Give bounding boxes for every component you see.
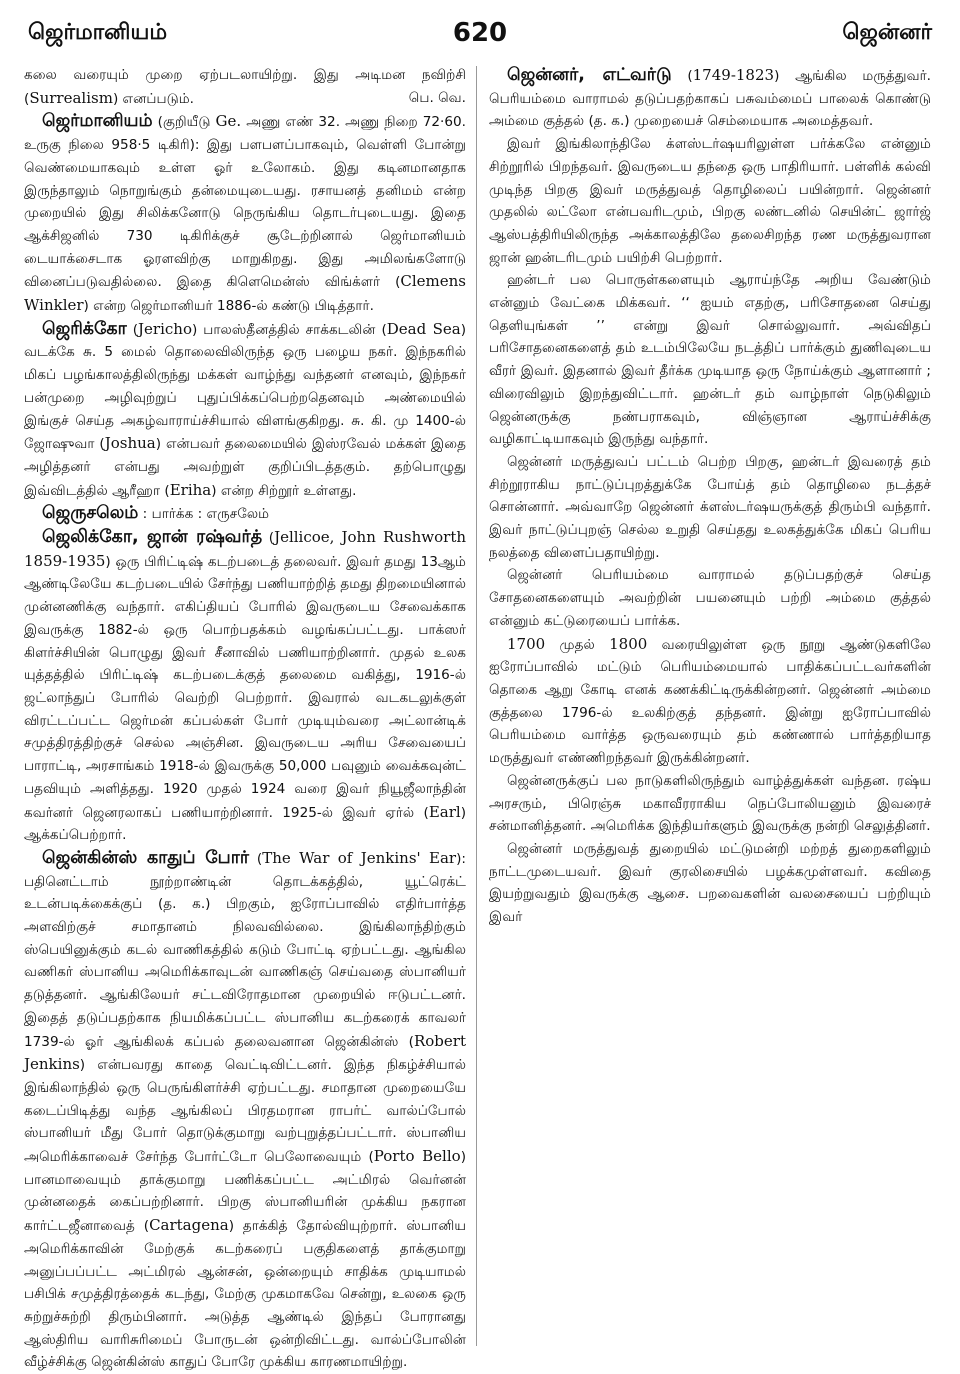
latin-term: Cartagena	[149, 1216, 229, 1235]
entry-text: அணு எண் 32. அணு நிறை 72·60. உருகு நிலை 958·5 டிகிரி): இது பளபளப்பாகவும், வெள்ளி போன்று வெண்மையாகவும் உள்ள ஓர் உலோகம். இது கடினமானதாக இருந்தாலும் நொறுங்கும் தன்மையுடையது. ரசாயனத் தனிமம் என்ற முறையில் இது சிலிக்கனோடு நெருங்கிய தொடர்புடையது. இதை ஆக்சிஜனில் 730 டிகிரிக்குச் சூடேற்றினால் ஜெர்மானியம் டையாக்சைடாக ஓரளவிற்கு மாறுகிறது. இது அமிலங்களோடு வினைப்படுவதில்லை. இதை கிளெமென்ஸ் விங்க்ளர் (	[24, 114, 466, 291]
latin-term: Robert Jenkins	[24, 1031, 466, 1074]
header-left-guideword: ஜெர்மானியம்	[28, 20, 168, 45]
entry-text: (	[248, 850, 263, 867]
entry-jenner	[489, 64, 931, 133]
entry-text: ) என்பவரது காதை வெட்டிவிட்டனர். இந்த நிகழ்ச்சியால் இங்கிலாந்தில் ஒரு பெருங்கிளர்ச்சி ஏற்பட்டது. சமாதான முறையையே கடைப்பிடித்து வந்த ஆங்கிலப் பிரதமரான ராபர்ட் வால்ப்போல் ஸ்பானியர் மீது போர் தொடுக்குமாறு வற்புறுத்தப்பட்டார். ஸ்பானிய அமெரிக்காவைச் சேர்ந்த போர்ட்டோ பெலோவையும் (	[24, 1057, 466, 1166]
entry-headword: ஜென்கின்ஸ் காதுப் போர்	[42, 847, 249, 868]
header-right-guideword: ஜென்னர்	[842, 20, 932, 45]
entry-jerusalem	[24, 502, 466, 526]
entry-text: ) வடக்கே சு. 5 மைல் தொலைவிலிருந்த ஒரு பழைய நகர். இந்நகரில் மிகப் பழங்காலத்திலிருந்து மக்கள் வாழ்ந்து வந்தனர் எனவும், இந்நகர் பன்முறை அழிவுற்றுப் புதுப்பிக்கப்பெற்றதெனவும் அண்மையில் இங்குச் செய்த அகழ்வாராய்ச்சியால் விளங்குகிறது. சு. கி. மு 1400-ல் ஜோஷுவா (	[24, 321, 467, 453]
entry-text: ) என்ற ஜெர்மானியர் 1886-ல் கண்டு பிடித்தார்.	[83, 298, 374, 315]
entry-text: ஜென்னர் மருத்துவப் பட்டம் பெற்ற பிறகு, ஹன்டர் இவரைத் தம் சிற்றூராகிய நாட்டுப்புறத்துக்கே போய்த் தம் தொழிலை நடத்தச் சொன்னார். அவ்வாறே ஜென்னர் க்ளஸ்டர்ஷயருக்குத் திரும்பி வந்தார். இவர் நாட்டுப்புறஞ் செல்ல உறுதி செய்தது உலகத்துக்கே மிகப் பெரிய நலத்தை விளைப்பதாயிற்று.	[489, 453, 931, 561]
entry-jellicoe	[24, 526, 466, 847]
latin-term: Surrealism	[29, 88, 113, 107]
entry-text: ) என்பவர் தலைமையில் இஸ்ரவேல் மக்கள் இதை அழித்தனர் என்பது அவற்றுள் குறிப்பிடத்தகும். தற்பொழுது இவ்விடத்தில் ஆரீஹா (	[24, 436, 466, 499]
entry-text: ) என்ற சிற்றூர் உள்ளது.	[211, 482, 357, 499]
entry-text: இவர் இங்கிலாந்திலே க்ளஸ்டர்ஷயரிலுள்ள பர்க்கலே என்னும் சிற்றூரில் பிறந்தவர். இவருடைய தந்தை ஒரு பாதிரியார். பள்ளிக் கல்வி முடிந்த பிறகு இவர் மருத்துவத் தொழிலைப் பயின்றார். ஜென்னர் முதலில் லட்லோ என்பவரிடமும், பிறகு லண்டனில் செயின்ட் ஜார்ஜ் ஆஸ்பத்திரியிலிருந்த அக்காலத்திலே தலைசிறந்த ரண மருத்துவரான ஜான் ஹன்டரிடமும் பயிற்சி பெற்றார்.	[489, 136, 931, 266]
entry-text: (	[262, 530, 275, 547]
entry-text: ஹன்டர் பல பொருள்களையும் ஆராய்ந்தே அறிய வேண்டும் என்னும் வேட்கை மிக்கவர். ‘‘ ஐயம் எதற்கு, பரிசோதனை செய்து தெளியுங்கள் ’’ என்று இவர் சொல்லுவார். அவ்விதப் பரிசோதனைகளைத் தம் உடம்பிலேயே நடத்திப் பார்க்கும் துணிவுடைய வீரர் இவர். இதனால் இவர் தீர்க்க முடியாத ஒரு நோய்க்கும் ஆளானார் ; விரைவிலும் இறந்துவிட்டார். ஹன்டர் தம் வாழ்நாள் நெடுகிலும் ஜென்னருக்கு நண்பராகவும், விஞ்ஞான ஆராய்ச்சிக்கு வழிகாட்டியாகவும் இருந்து வந்தார்.	[489, 272, 931, 448]
entry-text: கலை வரையும் முறை ஏற்படலாயிற்று. இது அடிமன நவிற்சி (	[24, 67, 466, 107]
entry-headword: ஜெருசலெம்	[42, 503, 139, 524]
entry-jenner-p5	[489, 564, 931, 632]
entry-text: ) ஒரு பிரிட்டிஷ் கடற்படைத் தலைவர். இவர் தமது 13ஆம் ஆண்டிலேயே கடற்படையில் சேர்ந்து பணியாற்றித் தமது திறமையினால் முன்னணிக்கு வந்தார். எகிப்தியப் போரில் இவருடைய சேவைக்காக இவருக்கு 1882-ல் ஒரு பொற்பதக்கம் வழங்கப்பட்டது. பாக்ஸர் கிளர்ச்சியின் பொழுது இவர் சீனாவில் பணியாற்றினார். முதல் உலக யுத்தத்தில் பிரிட்டிஷ் கடற்படைக்குத் தலைமை வகித்து, 1916-ல் ஜட்லாந்துப் போரில் வெற்றி பெற்றார். இவரால் வடகடலுக்குள் விரட்டப்பட்ட ஜெர்மன் கப்பல்கள் போர் முடியும்வரை அட்லான்டிக் சமுத்திரத்திற்குச் செல்ல அஞ்சின. இவருடைய அரிய சேவையைப் பாராட்டி, அரசாங்கம் 1918-ல் இவருக்கு 50,000 பவுனும் வைக்கவுன்ட் பதவியும் அளித்தது. 1920 முதல் 1924 வரை இவர் நியூஜீலாந்தின் கவர்னர் ஜெனரலாகப் பணியாற்றினார். 1925-ல் இவர் ஏர்ல் (	[24, 553, 466, 821]
entry-germanium	[24, 110, 466, 317]
entry-text: (	[671, 68, 693, 84]
latin-term: Joshua	[104, 434, 156, 453]
latin-term: 1700	[507, 634, 546, 653]
page-number: 620	[452, 18, 508, 48]
entry-text: (குறியீடு	[152, 114, 216, 131]
entry-text: வரையிலுள்ள ஒரு நூறு ஆண்டுகளிலே ஐரோப்பாவில் மட்டும் பெரியம்மையால் பாதிக்கப்பட்டவர்களின் தொகை ஆறு கோடி எனக் கணக்கிட்டிருக்கின்றனர். ஜென்னர் அம்மை குத்தலை 1796-ல் உலகிற்குத் தந்தனர். இன்று ஐரோப்பாவில் பெரியம்மை வார்த்த ஒருவரையும் தம் கண்ணால் பார்த்தறியாத மருத்துவர் எண்ணிறந்தவர் இருக்கின்றனர்.	[489, 636, 931, 767]
entry-jenner-p7	[489, 770, 931, 838]
entry-jenner-p6	[489, 633, 931, 770]
column-divider	[476, 66, 477, 1346]
entry-jericho	[24, 318, 466, 503]
running-header	[22, 18, 938, 58]
latin-term: Jellicoe, John Rushworth 1859-1935	[24, 528, 467, 570]
entry-headword: ஜென்னர், எட்வர்டு	[507, 65, 672, 85]
right-column	[489, 64, 931, 1354]
entry-text: ) தாக்கித் தோல்வியுற்றார். ஸ்பானிய அமெரிக்காவின் மேற்குக் கடற்கரைப் பகுதிகளைத் தாக்குமாறு அனுப்பப்பட்ட அட்மிரல் ஆன்சன், ஒன்றையும் சாதிக்க முடியாமல் பசிபிக் சமுத்திரத்தைக் கடந்து, மேற்கு முகமாகவே சென்று, உலகை ஒரு சுற்றுச்சுற்றி திரும்பினார். அடுத்த ஆண்டில் இந்தப் போரானது ஆஸ்திரிய வாரிசுரிமைப் போருடன் ஒன்றிவிட்டது. வால்ப்போலின் வீழ்ச்சிக்கு ஜென்கின்ஸ் காதுப் போரே முக்கிய காரணமாயிற்று.	[24, 1218, 466, 1371]
latin-term: 1749-1823	[692, 66, 775, 84]
entry-jenner-p3	[489, 269, 931, 451]
entry-text: (	[126, 321, 139, 338]
entry-headword: ஜெர்மானியம்	[42, 111, 153, 132]
latin-term: Eriha	[169, 480, 212, 499]
entry-text: முதல்	[545, 636, 610, 653]
entry-text: ) எனப்படும்.	[112, 90, 194, 107]
entry-jenner-p8	[489, 838, 931, 929]
entry-jenkins-ear	[24, 847, 466, 1374]
latin-term: 1800	[609, 634, 648, 653]
entry-text: ) ஆக்கப்பெற்றார்.	[24, 804, 466, 844]
latin-term: Dead Sea	[386, 319, 461, 338]
entry-text: ஜென்னர் மருத்துவத் துறையில் மட்டுமன்றி மற்றத் துறைகளிலும் நாட்டமுடையவர். இவர் குரலிசையில் பழக்கமுள்ளவர். கவிதை இயற்றுவதும் இவருக்கு ஆசை. பறவைகளின் வலசையைப் பற்றியும் இவர்	[489, 840, 931, 926]
entry-jenner-p4	[489, 451, 931, 565]
latin-term: The War of Jenkins' Ear	[262, 848, 457, 867]
entry-jenner-p2	[489, 133, 931, 269]
entry-text: ) பாலஸ்தீனத்தில் சாக்கடலின் (	[191, 321, 387, 338]
entry-text: ): பதினெட்டாம் நூற்றாண்டின் தொடக்கத்தில், யூட்ரெக்ட் உடன்படிக்கைக்குப் (த. க.) பிறகும், ஐரோப்பாவில் எதிர்பார்த்த அளவிற்குச் சமாதானம் நிலவவில்லை. இங்கிலாந்திற்கும் ஸ்பெயினுக்கும் கடல் வாணிகத்தில் கடும் போட்டி ஏற்பட்டது. ஆங்கில வணிகர் ஸ்பானிய அமெரிக்காவுடன் வாணிகஞ் செய்வதை ஸ்பானியர் தடுத்தனர். ஆங்கிலேயர் சட்டவிரோதமான முறையில் ஈடுபட்டனர். இதைத் தடுப்பதற்காக நியமிக்கப்பட்ட ஸ்பானிய கடற்கரைக் காவலர் 1739-ல் ஓர் ஆங்கிலக் கப்பல் தலைவனான ஜென்கின்ஸ் (	[24, 850, 466, 1050]
latin-term: Ge.	[215, 112, 242, 131]
left-column	[24, 64, 467, 1371]
entry-text: ஜென்னருக்குப் பல நாடுகளிலிருந்தும் வாழ்த்துக்கள் வந்தன. ரஷ்ய அரசரும், பிரெஞ்சு மகாவீரராகிய நெப்போலியனும் இவரைச் சன்மானித்தனர். அமெரிக்க இந்தியர்களும் இவருக்கு நன்றி செலுத்தினர்.	[489, 772, 931, 835]
entry-text: : பார்க்க : எருசலேம்	[138, 506, 270, 523]
latin-term: Earl	[428, 802, 461, 821]
entry-surrealism-tail	[24, 64, 466, 110]
entry-text: ) ஆங்கில மருத்துவர். பெரியம்மை வாராமல் தடுப்பதற்காகப் பசுவம்மைப் பாலைக் கொண்டு அம்மை குத்தல் (த. க.) முறையைச் செம்மையாக அமைத்தவர்.	[489, 68, 932, 130]
entry-headword: ஜெரிக்கோ	[42, 318, 127, 339]
latin-term: Clemens Winkler	[24, 272, 466, 315]
entry-text: ஜென்னர் பெரியம்மை வாராமல் தடுப்பதற்குச் செய்த சோதனைகளையும் அவற்றின் பயனையும் பற்றி அம்மை குத்தல் என்னும் கட்டுரையைப் பார்க்க.	[489, 567, 931, 629]
entry-headword: ஜெலிக்கோ, ஜான் ரஷ்வர்த்	[42, 527, 263, 548]
latin-term: Porto Bello	[373, 1147, 461, 1166]
author-signature: பெ. வெ.	[408, 89, 466, 106]
entry-text: ) பானமாவையும் தாக்குமாறு பணிக்கப்பட்ட அட்மிரல் வெர்னன் முன்னதைக் கைப்பற்றினார். பிறகு ஸ்பானியரின் முக்கிய நகரான கார்ட்டஜீனாவைத் (	[24, 1149, 466, 1235]
latin-term: Jericho	[138, 319, 192, 338]
